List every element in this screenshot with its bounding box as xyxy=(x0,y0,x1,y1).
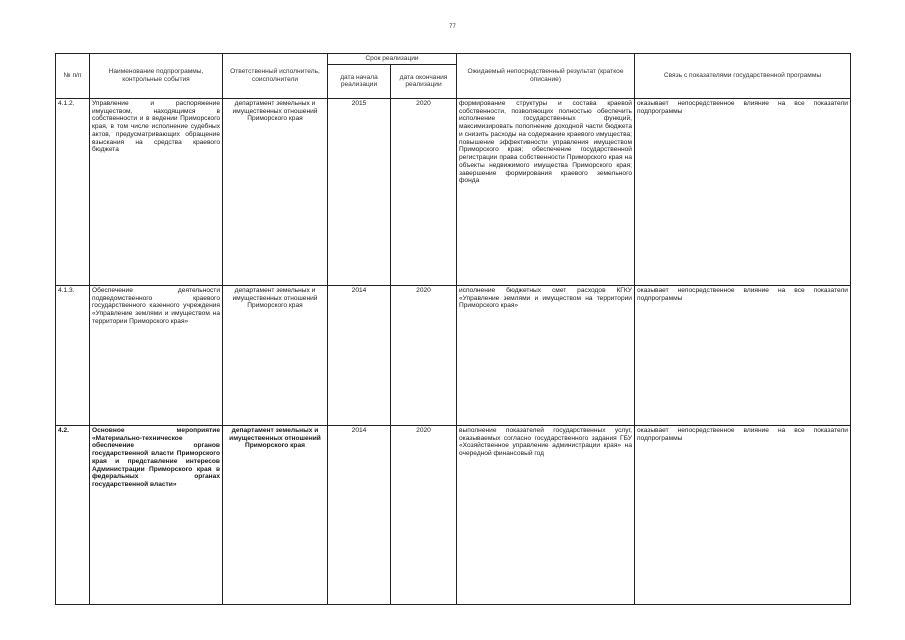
row-result: формирование структуры и состава краевой собственности, позволяющих полностью обеспечить исполнение государственных функций, максимизировать пополнение доходной части бюджета и снизить расходы на содержание краевого имущества; повышение эффективности управления имуществом Приморского края; обеспечение государственной регистрации права собственности Приморского края на объекты недвижимого имущества Приморского края; завершение формирования краевого земельного фонда xyxy=(457,98,635,285)
table-row xyxy=(56,98,851,285)
header-term: Срок реализации xyxy=(328,54,457,65)
header-row-1 xyxy=(56,54,851,65)
row-num: 4.2. xyxy=(56,425,90,604)
header-end: дата окончания реализации xyxy=(391,64,457,98)
program-events-table xyxy=(55,53,851,605)
header-responsible: Ответственный исполнитель, соисполнители xyxy=(223,54,328,99)
page-number: 77 xyxy=(449,24,456,30)
row-end: 2020 xyxy=(391,98,457,285)
row-start: 2014 xyxy=(328,425,391,604)
row-responsible: департамент земельных и имущественных отношений Приморского края xyxy=(223,425,328,604)
header-name: Наименование подпрограммы, контрольные события xyxy=(90,54,223,99)
row-start: 2014 xyxy=(328,285,391,425)
row-link: оказывает непосредственное влияние на все показатели подпрограммы xyxy=(635,98,851,285)
row-link: оказывает непосредственное влияние на все показатели подпрограммы xyxy=(635,425,851,604)
row-end: 2020 xyxy=(391,425,457,604)
row-result: выполнение показателей государственных услуг, оказываемых согласно государственного задания ГБУ «Хозяйственное управление администрации края» на очередной финансовый год xyxy=(457,425,635,604)
row-link: оказывает непосредственное влияние на все показатели подпрограммы xyxy=(635,285,851,425)
row-num: 4.1.2. xyxy=(56,98,90,285)
row-name: Основное мероприятие «Материально-техническое обеспечение органов государственной власти Приморского края и представление интересов Администрации Приморского края в федеральных органах государственной власти» xyxy=(90,425,223,604)
row-name: Обеспечение деятельности подведомственного краевого государственного казенного учреждения «Управление землями и имуществом на территории Приморского края» xyxy=(90,285,223,425)
header-link: Связь с показателями государственной программы xyxy=(635,54,851,99)
table-row xyxy=(56,425,851,604)
row-end: 2020 xyxy=(391,285,457,425)
row-responsible: департамент земельных и имущественных отношений Приморского края xyxy=(223,98,328,285)
row-result: исполнение бюджетных смет расходов КГКУ «Управление землями и имуществом на территории Приморского края» xyxy=(457,285,635,425)
header-num: № п/п xyxy=(56,54,90,99)
header-start: дата начала реализации xyxy=(328,64,391,98)
header-result: Ожидаемый непосредственный результат (краткое описание) xyxy=(457,54,635,99)
row-start: 2015 xyxy=(328,98,391,285)
table-row xyxy=(56,285,851,425)
row-responsible: департамент земельных и имущественных отношений Приморского края xyxy=(223,285,328,425)
row-name: Управление и распоряжение имуществом, находящимся в собственности и в ведении Приморского края, в том числе исполнение судебных актов, предусматривающих обращение взыскания на средства краевого бюджета xyxy=(90,98,223,285)
row-num: 4.1.3. xyxy=(56,285,90,425)
